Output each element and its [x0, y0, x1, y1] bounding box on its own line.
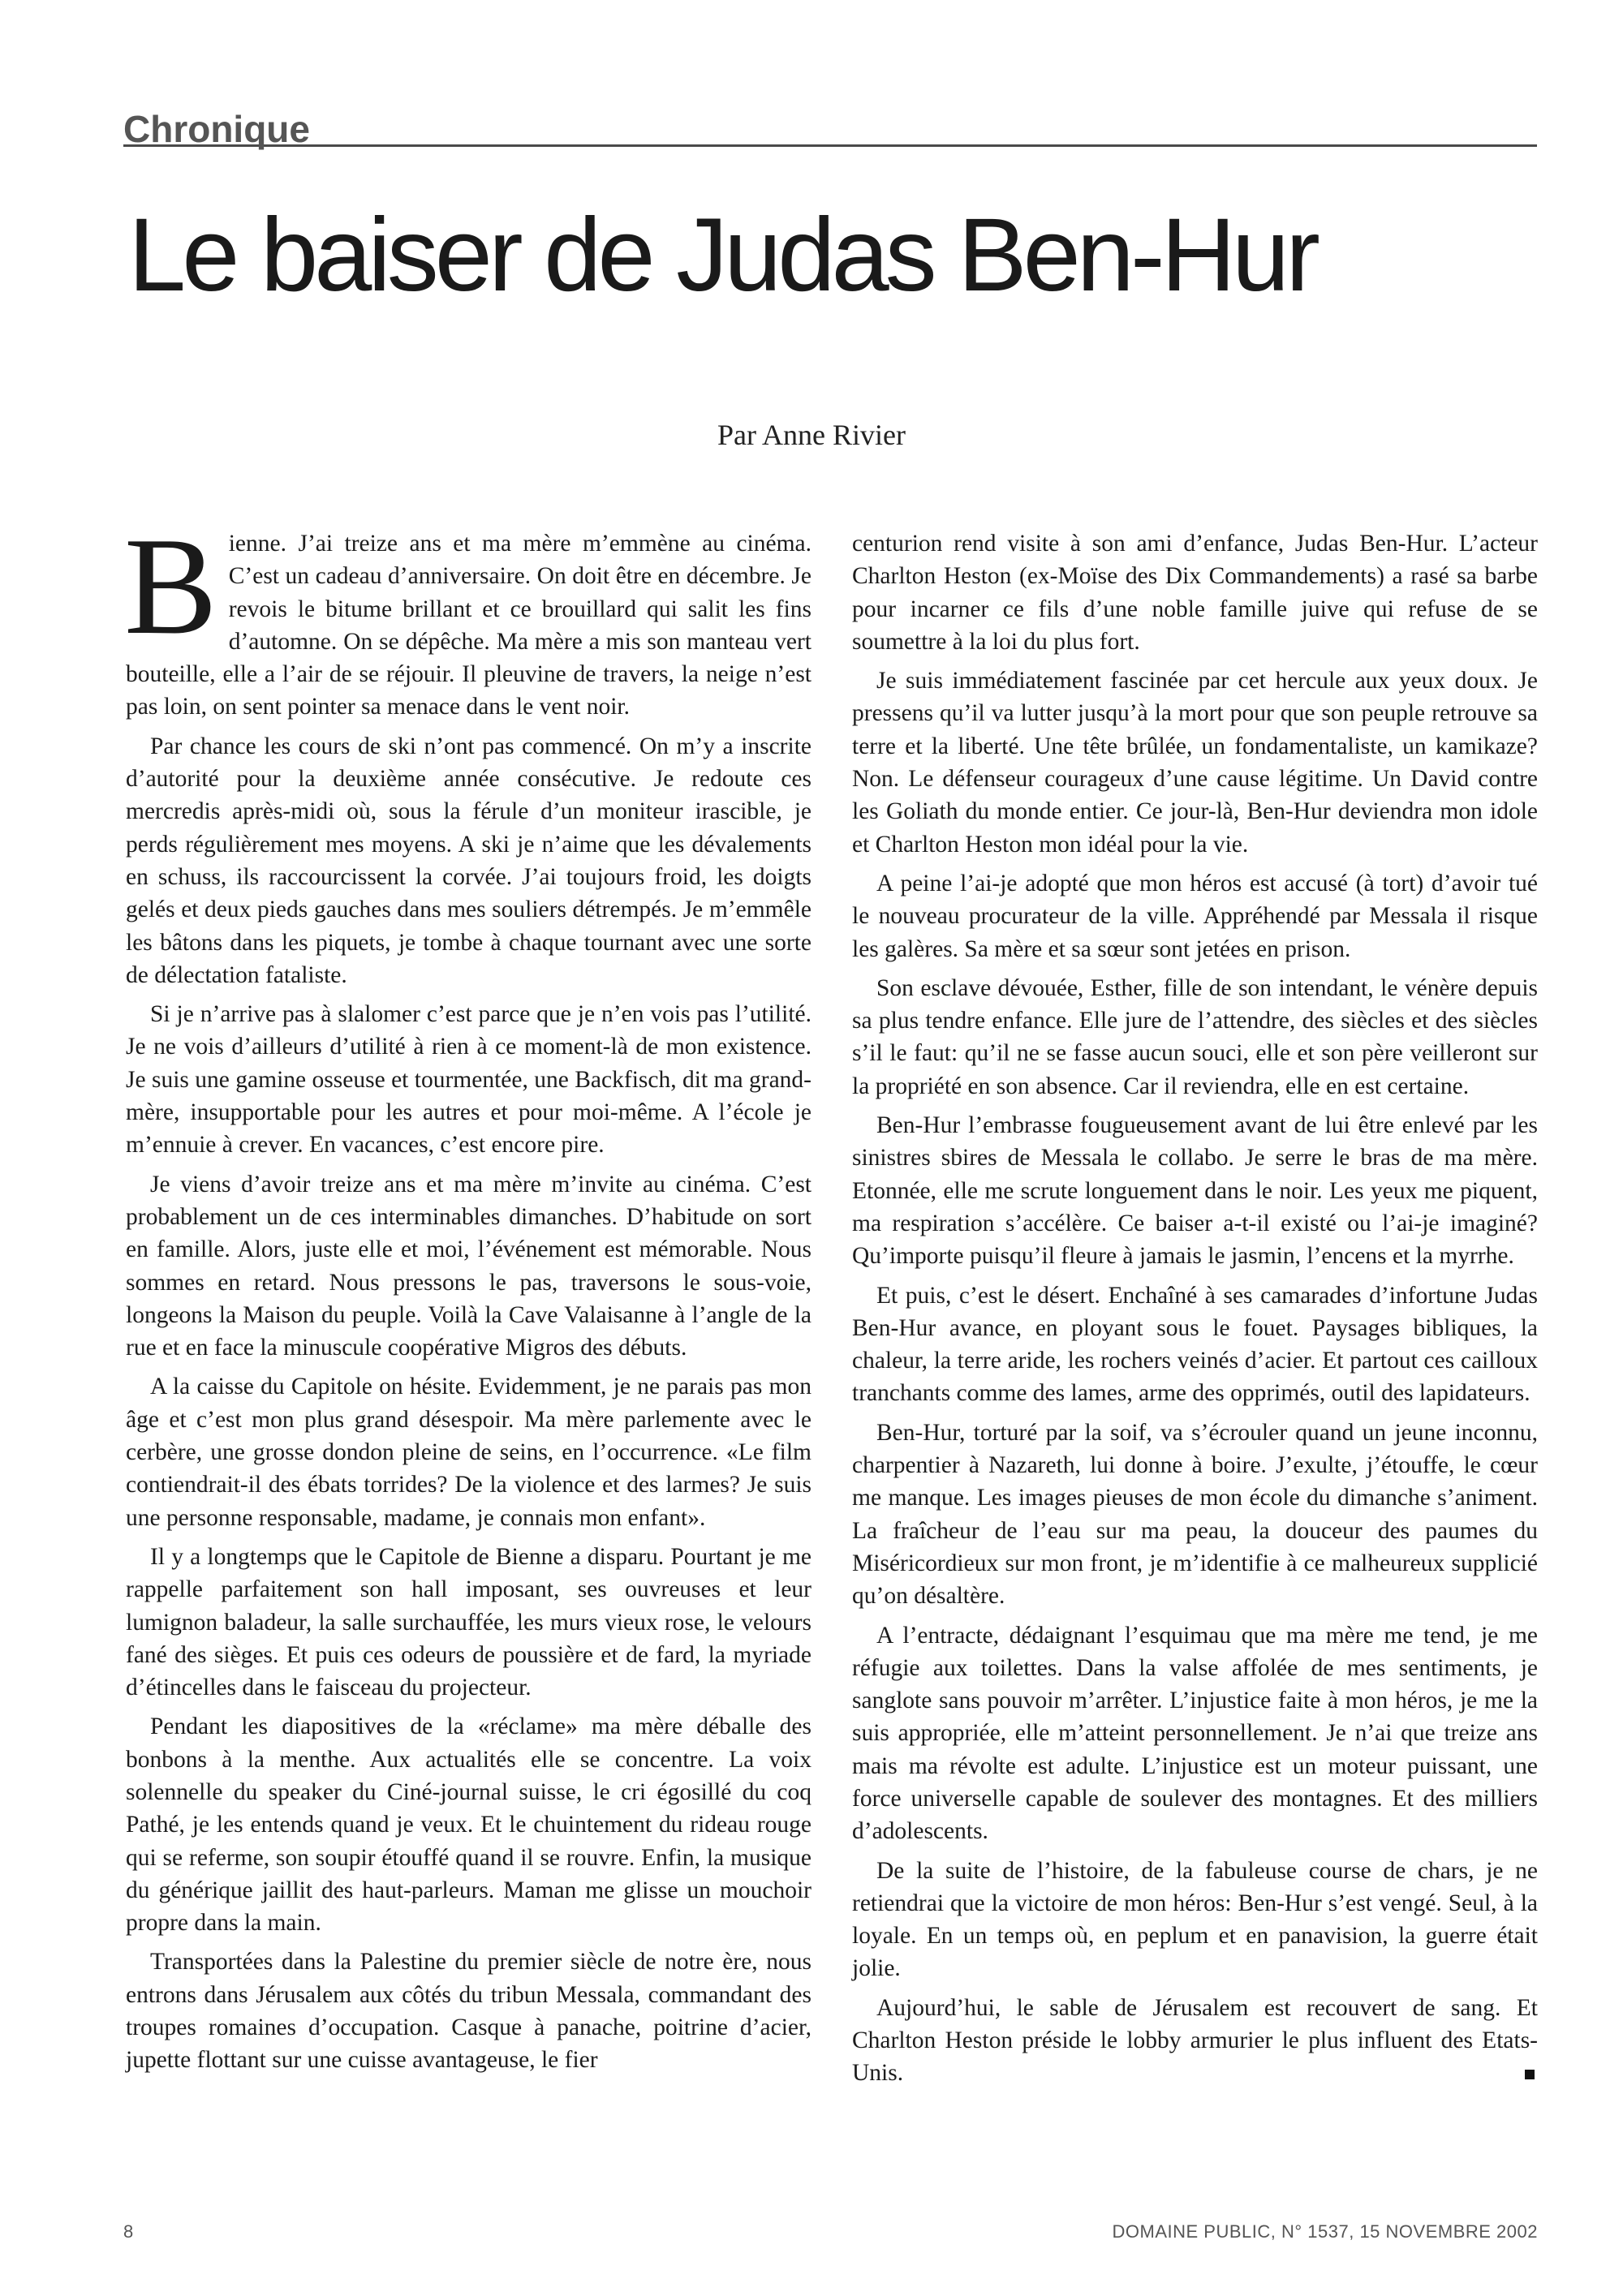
- paragraph-1: [124, 510, 812, 724]
- paragraph-15: Ben-Hur, torturé par la soif, va s’écrouler quand un jeune inconnu, charpentier à Nazareth, lui donne à boire. J’exulte, j’étouffe, le cœur me manque. Les images pieuses de mon école du dimanche s’animent. La fraîcheur de l’eau sur ma peau, la douceur des paumes du Miséricordieux sur mon front, je m’identifie à ce malheureux supplicié qu’on désaltère.: [852, 1419, 1538, 1610]
- paragraph-1-text: ienne. J’ai treize ans et ma mère m’emmène au cinéma. C’est un cadeau d’anniversaire. On doit être en décembre. Je revois le bitume brillant et ce brouillard qui salit les fins d’automne. On se dépêche. Ma mère a mis son manteau vert bouteille, elle a l’air de se réjouir. Il pleuvine de travers, la neige n’est pas loin, on sent pointer sa menace dans le vent noir.: [126, 531, 812, 720]
- paragraph-10: Je suis immédiatement fascinée par cet hercule aux yeux doux. Je pressens qu’il va lutter jusqu’à la mort pour que son peuple retrouve sa terre et la liberté. Une tête brûlée, un fondamentaliste, un kamikaze? Non. Le défenseur courageux d’une cause légitime. Un David contre les Goliath du monde entier. Ce jour-là, Ben-Hur deviendra mon idole et Charlton Heston mon idéal pour la vie.: [852, 668, 1538, 858]
- article-title: Le baiser de Judas Ben-Hur: [128, 197, 1316, 313]
- paragraph-5: A la caisse du Capitole on hésite. Evidemment, je ne parais pas mon âge et c’est mon plus grand désespoir. Ma mère parlemente avec le cerbère, une grosse dondon pleine de seins, en l’occurrence. «Le film contiendrait-il des ébats torrides? De la violence et des larmes? Je suis une personne responsable, madame, je connais mon enfant».: [126, 1374, 812, 1531]
- paragraph-17: De la suite de l’histoire, de la fabuleuse course de chars, je ne retiendrai que la victoire de mon héros: Ben-Hur s’est vengé. Seul, à la loyale. En un temps où, en peplum et en panavision, la guerre était jolie.: [852, 1857, 1538, 1982]
- paragraph-6: Il y a longtemps que le Capitole de Bienne a disparu. Pourtant je me rappelle parfaitement son hall imposant, ses ouvreuses et leur lumignon baladeur, la salle surchauffée, les murs vieux rose, le velours fané des sièges. Et puis ces odeurs de poussière et de fard, la myriade d’étincelles dans le faisceau du projecteur.: [126, 1543, 812, 1701]
- paragraph-9: centurion rend visite à son ami d’enfance, Judas Ben-Hur. L’acteur Charlton Heston (ex-Moïse des Dix Commandements) a rasé sa barbe pour incarner ce fils d’une noble famille juive qui refuse de se soumettre à la loi du plus fort.: [852, 531, 1538, 655]
- paragraph-2: Par chance les cours de ski n’ont pas commencé. On m’y a inscrite d’autorité pour la deuxième année consécutive. Je redoute ces mercredis après-midi où, sous la férule d’un moniteur irascible, je perds régulièrement mes moyens. A ski je n’aime que les dévalements en schuss, ils raccourcissent la corvée. J’ai toujours froid, les doigts gelés et deux pieds gauches dans mes souliers détrempés. Je m’emmêle les bâtons dans les piquets, je tombe à chaque tournant avec une sorte de délectation fataliste.: [126, 733, 812, 988]
- paragraph-12: Son esclave dévouée, Esther, fille de son intendant, le vénère depuis sa plus tendre enfance. Elle jure de l’attendre, des siècles et des siècles s’il le faut: qu’il ne se fasse aucun souci, elle et son père veilleront sur la propriété en son absence. Car il reviendra, elle en est certaine.: [852, 974, 1538, 1099]
- publication-info: DOMAINE PUBLIC, N° 1537, 15 NOVEMBRE 2002: [1112, 2221, 1538, 2242]
- left-column: [124, 510, 812, 2083]
- rubric-label: Chronique: [123, 108, 310, 150]
- byline: Par Anne Rivier: [717, 419, 906, 451]
- paragraph-18-text: Aujourd’hui, le sable de Jérusalem est recouvert de sang. Et Charlton Heston préside le lobby armurier le plus influent des Etats-Unis.: [852, 1994, 1538, 2087]
- paragraph-16: A l’entracte, dédaignant l’esquimau que ma mère me tend, je me réfugie aux toilettes. Dans la valse affolée de mes sentiments, je sanglote sans pouvoir m’arrêter. L’injustice faite à mon héros, je me la suis appropriée, elle m’atteint personnellement. Je n’ai que treize ans mais ma révolte est adulte. L’injustice est un moteur puissant, une force universelle capable de soulever des montagnes. Et des milliers d’adolescents.: [852, 1622, 1538, 1845]
- end-of-article-mark: [1525, 2070, 1535, 2079]
- rubric-rule: [123, 104, 1537, 150]
- paragraph-14: Et puis, c’est le désert. Enchaîné à ses camarades d’infortune Judas Ben-Hur avance, en ployant sous le fouet. Paysages bibliques, la chaleur, la terre aride, les rochers veinés d’acier. Et partout ces cailloux tranchants comme des lames, arme des opprimés, outil des lapidateurs.: [852, 1282, 1538, 1407]
- paragraph-7: Pendant les diapositives de la «réclame» ma mère déballe des bonbons à la menthe. Aux actualités elle se concentre. La voix solennelle du speaker du Ciné-journal suisse, le cri égosillé du coq Pathé, je les entends quand je veux. Et le chuintement du rideau rouge qui se referme, son soupir étouffé quand il se rouvre. Enfin, la musique du générique jaillit des haut-parleurs. Maman me glisse un mouchoir propre dans la main.: [126, 1713, 812, 1937]
- paragraph-8: Transportées dans la Palestine du premier siècle de notre ère, nous entrons dans Jérusalem aux côtés du tribun Messala, commandant des troupes romaines d’occupation. Casque à panache, poitrine d’acier, jupette flottant sur une cuisse avantageuse, le fier: [126, 1949, 812, 2074]
- paragraph-3: Si je n’arrive pas à slalomer c’est parce que je n’en vois pas l’utilité. Je ne vois d’ailleurs d’utilité à rien à ce moment-là de mon existence. Je suis une gamine osseuse et tourmentée, une Backfisch, dit ma grand-mère, insupportable pour les autres et pour moi-même. A l’école je m’ennuie à crever. En vacances, c’est encore pire.: [126, 1001, 812, 1159]
- paragraph-4: Je viens d’avoir treize ans et ma mère m’invite au cinéma. C’est probablement un de ces interminables dimanches. D’habitude on sort en famille. Alors, juste elle et moi, l’événement est mémorable. Nous sommes en retard. Nous pressons le pas, traversons le sous-voie, longeons la Maison du peuple. Voilà la Cave Valaisanne à l’angle de la rue et en face la minuscule coopérative Migros des débuts.: [126, 1171, 812, 1361]
- paragraph-11: A peine l’ai-je adopté que mon héros est accusé (à tort) d’avoir tué le nouveau procurateur de la ville. Appréhendé par Messala il risque les galères. Sa mère et sa sœur sont jetées en prison.: [852, 870, 1538, 962]
- paragraph-13: Ben-Hur l’embrasse fougueusement avant de lui être enlevé par les sinistres sbires de Messala le collabo. Je serre le bras de ma mère. Etonnée, elle me scrute longuement dans le noir. Les yeux me piquent, ma respiration s’accélère. Ce baiser a-t-il existé ou l’ai-je imaginé? Qu’importe puisqu’il fleure à jamais le jasmin, l’encens et la myrrhe.: [852, 1112, 1538, 1270]
- page-number: 8: [123, 2221, 134, 2242]
- paragraph-18: [852, 1992, 1538, 2090]
- drop-cap: B: [124, 510, 217, 664]
- right-column: [852, 527, 1538, 2096]
